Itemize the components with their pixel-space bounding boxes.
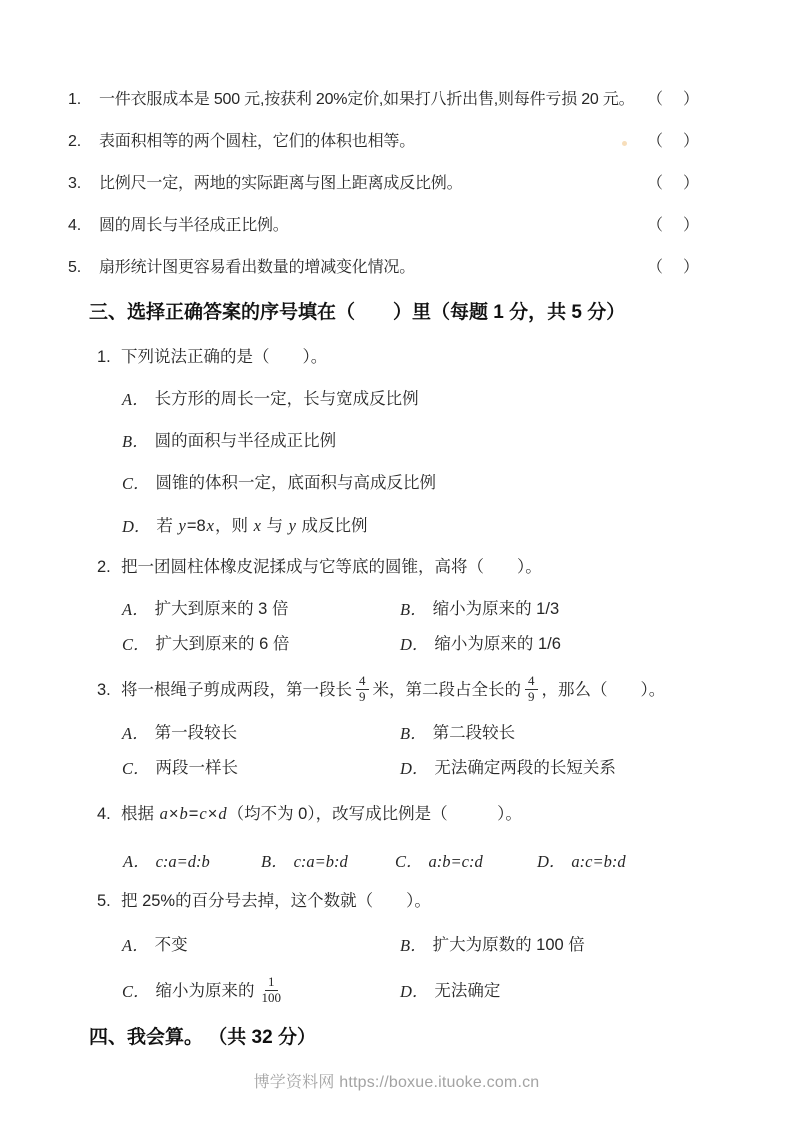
option-letter: D．	[400, 759, 429, 778]
fraction-denominator: 9	[359, 688, 366, 704]
multiple-choice-section	[68, 348, 701, 1011]
option-letter: B．	[122, 432, 149, 451]
option-letter: C．	[122, 759, 150, 778]
option	[537, 852, 626, 871]
option-text: a:b=c:d	[428, 852, 483, 871]
tf-item-text: 比例尺一定，两地的实际距离与图上距离成反比例。	[99, 175, 463, 192]
math-var: x	[206, 516, 214, 535]
tf-item-number: 2.	[68, 133, 81, 150]
option-text: 圆的面积与半径成正比例	[154, 432, 337, 450]
question-stem: 下列说法正确的是（ ）。	[121, 348, 328, 366]
option-letter: B．	[400, 936, 427, 955]
question-5	[68, 892, 701, 1011]
math-var: c	[199, 804, 207, 823]
option-letter: D．	[400, 635, 429, 654]
tf-item	[68, 216, 701, 235]
option-letter: D．	[122, 516, 151, 536]
tf-item-number: 1.	[68, 91, 81, 108]
option-text: 不变	[154, 936, 188, 954]
fraction	[356, 674, 369, 705]
fraction-numerator: 4	[356, 674, 369, 690]
answer-blank: （ ）	[646, 217, 701, 234]
option-letter: B．	[400, 724, 427, 743]
section3-heading: 三、选择正确答案的序号填在（ ）里（每题 1 分，共 5 分）	[89, 302, 626, 323]
page-footer	[0, 1069, 793, 1092]
tf-item	[68, 258, 701, 277]
option	[68, 390, 701, 409]
tf-item-text: 表面积相等的两个圆柱，它们的体积也相等。	[99, 133, 416, 150]
option	[395, 852, 537, 871]
fraction-denominator: 9	[528, 688, 535, 704]
option-text: 扩大为原数的 100 倍	[432, 936, 585, 954]
math-var: y	[288, 516, 296, 535]
option	[400, 759, 616, 778]
option-text: 扩大到原来的 6 倍	[155, 635, 290, 653]
option-letter: C．	[122, 981, 150, 1001]
math-var: a	[159, 804, 168, 823]
question-stem: 把一团圆柱体橡皮泥揉成与它等底的圆锥，高将（ ）。	[121, 558, 542, 576]
question-number: 5.	[97, 892, 111, 910]
answer-blank: （ ）	[646, 91, 701, 108]
option-text: 第二段较长	[432, 724, 516, 742]
option-text: 长方形的周长一定，长与宽成反比例	[154, 390, 419, 408]
option-letter: A．	[122, 936, 149, 955]
option-letter: A．	[122, 724, 149, 743]
option-text: 扩大到原来的 3 倍	[154, 600, 289, 618]
option-letter: C．	[122, 474, 150, 493]
tf-item-text: 扇形统计图更容易看出数量的增减变化情况。	[99, 259, 416, 276]
option	[261, 852, 395, 871]
option-text: 圆锥的体积一定，底面积与高成反比例	[155, 474, 437, 492]
option-text: 缩小为原来的 1/3	[432, 600, 560, 618]
question-2	[68, 558, 701, 654]
option-letter: A．	[122, 600, 149, 619]
section4-heading: 四、我会算。 （共 32 分）	[89, 1027, 316, 1048]
option-text: 缩小为原来的 1/6	[434, 635, 561, 653]
option-text: a:c=b:d	[571, 852, 626, 871]
tf-item	[68, 90, 701, 109]
option-letter: C．	[395, 852, 423, 871]
option-letter: B．	[400, 600, 427, 619]
option-letter: D．	[537, 852, 566, 871]
answer-blank: （ ）	[646, 133, 701, 150]
question-number: 1.	[97, 348, 111, 366]
option	[400, 724, 515, 743]
question-number: 4.	[97, 804, 111, 823]
option-text: 两段一样长	[155, 759, 239, 777]
question-4	[68, 804, 701, 871]
question-1	[68, 348, 701, 536]
option	[122, 759, 400, 778]
math-var: y	[178, 516, 186, 535]
question-stem: 将一根绳子剪成两段，第一段长 $\frac{4}{9}$ 米，第二段占全长的 $\frac{4}{9}$ ，那么（ ）。	[121, 672, 666, 704]
option	[123, 852, 261, 871]
option	[400, 936, 585, 955]
option	[400, 982, 500, 1001]
tf-item	[68, 132, 701, 151]
tf-item-number: 5.	[68, 259, 81, 276]
option	[400, 635, 561, 654]
option-letter: D．	[400, 981, 429, 1001]
option	[68, 516, 701, 536]
option-letter: B．	[261, 852, 288, 871]
watermark-text: 博学资料网 https://boxue.ituoke.com.cn	[253, 1074, 540, 1091]
option-text: 缩小为原来的 $\frac{1}{100}$	[156, 976, 289, 1007]
true-false-section	[68, 90, 701, 277]
option-text: c:a=b:d	[293, 852, 348, 871]
option-letter: A．	[123, 852, 150, 871]
fraction	[259, 975, 285, 1006]
option	[122, 973, 400, 1007]
question-stem: 把 25%的百分号去掉，这个数就（ ）。	[121, 892, 431, 910]
tf-item-text: 一件衣服成本是 500 元,按获利 20%定价,如果打八折出售,则每件亏损 20 元。	[99, 91, 635, 108]
option-text: c:a=d:b	[155, 852, 210, 871]
tf-item-number: 4.	[68, 217, 81, 234]
option	[122, 635, 400, 654]
option	[122, 936, 400, 955]
option-letter: A．	[122, 390, 149, 409]
answer-blank: （ ）	[646, 259, 701, 276]
fraction-numerator: 4	[525, 674, 538, 690]
option	[122, 600, 400, 619]
option	[68, 432, 701, 451]
option-text: 无法确定两段的长短关系	[434, 759, 616, 777]
scan-artifact-dot	[622, 141, 627, 146]
tf-item-number: 3.	[68, 175, 81, 192]
option-text: 无法确定	[434, 981, 501, 1000]
fraction	[525, 674, 538, 705]
option	[68, 474, 701, 493]
option-text: 第一段较长	[154, 724, 238, 742]
fraction-denominator: 100	[261, 989, 282, 1005]
question-number: 2.	[97, 558, 111, 576]
fraction-numerator: 1	[265, 975, 278, 991]
question-stem: 根据 a×b=c×d（均不为 0），改写成比例是（ ）。	[121, 804, 522, 823]
answer-blank: （ ）	[646, 175, 701, 192]
option	[122, 724, 400, 743]
math-var: b	[179, 804, 188, 823]
option-text: 若 y=8x，则 x 与 y 成反比例	[156, 516, 368, 535]
option	[400, 600, 559, 619]
question-3	[68, 670, 701, 778]
math-var: d	[218, 804, 227, 823]
tf-item-text: 圆的周长与半径成正比例。	[99, 217, 289, 234]
math-var: x	[253, 516, 261, 535]
tf-item	[68, 174, 701, 193]
option-letter: C．	[122, 635, 150, 654]
question-number: 3.	[97, 680, 111, 699]
